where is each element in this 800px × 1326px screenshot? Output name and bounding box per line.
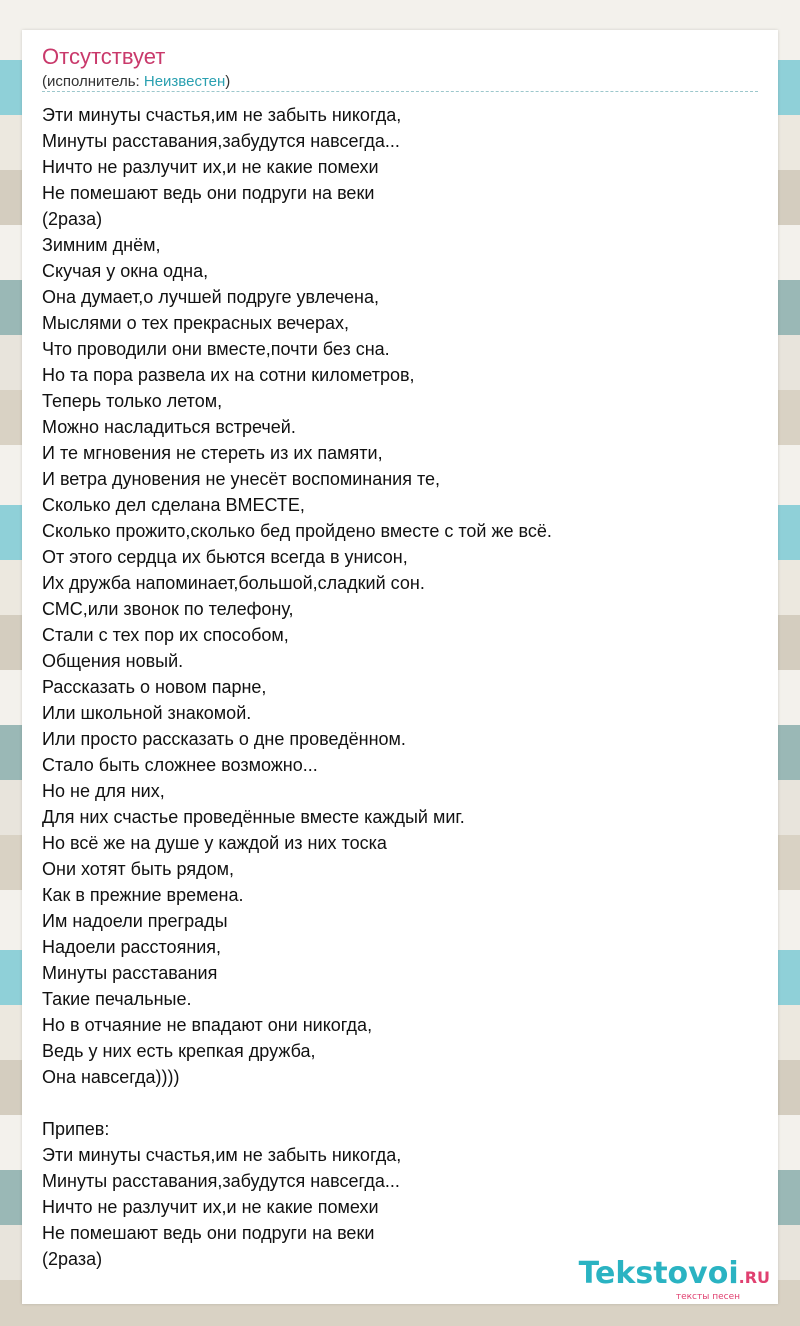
lyric-line: Но та пора развела их на сотни километров, xyxy=(42,365,415,385)
lyric-line: Но всё же на душе у каждой из них тоска xyxy=(42,833,387,853)
lyric-line: И ветра дуновения не унесёт воспоминания те, xyxy=(42,469,441,489)
lyric-line: Сколько прожито,сколько бед пройдено вместе с той же всё. xyxy=(42,521,552,541)
lyric-line: Сколько дел сделана ВМЕСТЕ, xyxy=(42,495,305,515)
song-title: Отсутствует xyxy=(42,44,166,69)
lyric-line: Не помешают ведь они подруги на веки xyxy=(42,183,375,203)
lyric-line: Эти минуты счастья,им не забыть никогда, xyxy=(42,105,402,125)
lyric-line: Она навсегда)))) xyxy=(42,1067,180,1087)
lyric-line: Эти минуты счастья,им не забыть никогда, xyxy=(42,1145,402,1165)
lyric-line: Для них счастье проведённые вместе каждый миг. xyxy=(42,807,465,827)
lyric-line: Ведь у них есть крепкая дружба, xyxy=(42,1041,316,1061)
site-logo[interactable] xyxy=(579,1257,770,1302)
logo-name: Tekstovoi xyxy=(578,1256,739,1291)
logo-tld: .RU xyxy=(738,1268,770,1287)
artist-link[interactable]: Неизвестен xyxy=(143,73,226,90)
lyric-line: Мыслями о тех прекрасных вечерах, xyxy=(42,313,350,333)
lyric-line: Скучая у окна одна, xyxy=(42,261,209,281)
lyrics-card xyxy=(22,30,778,1304)
artist-suffix: ) xyxy=(225,73,231,90)
lyric-line: Или школьной знакомой. xyxy=(42,703,252,723)
lyric-line: Но не для них, xyxy=(42,781,165,801)
lyric-line: Стало быть сложнее возможно... xyxy=(42,755,318,775)
lyric-line: Такие печальные. xyxy=(42,989,192,1009)
lyric-line: Минуты расставания xyxy=(42,963,218,983)
lyric-line: Не помешают ведь они подруги на веки xyxy=(42,1223,375,1243)
lyric-line: Припев: xyxy=(42,1119,110,1139)
lyric-line: Стали с тех пор их способом, xyxy=(42,625,289,645)
lyric-line: Как в прежние времена. xyxy=(42,885,244,905)
lyric-line: Она думает,о лучшей подруге увлечена, xyxy=(42,287,379,307)
artist-prefix: (исполнитель: xyxy=(42,73,144,90)
lyric-line: Надоели расстояния, xyxy=(42,937,222,957)
lyric-line: Общения новый. xyxy=(42,651,184,671)
lyric-line: Минуты расставания,забудутся навсегда... xyxy=(42,1171,400,1191)
lyric-line: Минуты расставания,забудутся навсегда... xyxy=(42,131,400,151)
song-header xyxy=(42,44,758,92)
artist-line xyxy=(42,72,758,92)
lyric-line: (2раза) xyxy=(42,1249,103,1269)
lyric-line: Им надоели преграды xyxy=(42,911,228,931)
lyrics-text xyxy=(42,102,758,1272)
logo-wordmark xyxy=(579,1257,770,1295)
logo-tagline: тексты песен xyxy=(675,1292,740,1302)
lyric-line: Их дружба напоминает,большой,сладкий сон. xyxy=(42,573,425,593)
header-divider xyxy=(42,91,758,92)
lyric-line: СМС,или звонок по телефону, xyxy=(42,599,294,619)
lyric-line: Но в отчаяние не впадают они никогда, xyxy=(42,1015,373,1035)
lyric-line: Они хотят быть рядом, xyxy=(42,859,234,879)
lyric-line: Теперь только летом, xyxy=(42,391,223,411)
lyric-line: Рассказать о новом парне, xyxy=(42,677,267,697)
lyric-line: Зимним днём, xyxy=(42,235,161,255)
lyric-line: Ничто не разлучит их,и не какие помехи xyxy=(42,157,379,177)
lyric-line xyxy=(42,1090,758,1116)
lyric-line: (2раза) xyxy=(42,209,103,229)
lyric-line: Или просто рассказать о дне проведённом. xyxy=(42,729,406,749)
lyric-line: Можно насладиться встречей. xyxy=(42,417,296,437)
lyric-line: И те мгновения не стереть из их памяти, xyxy=(42,443,383,463)
lyric-line: Что проводили они вместе,почти без сна. xyxy=(42,339,390,359)
lyric-line: От этого сердца их бьются всегда в унисон, xyxy=(42,547,408,567)
lyric-line: Ничто не разлучит их,и не какие помехи xyxy=(42,1197,379,1217)
